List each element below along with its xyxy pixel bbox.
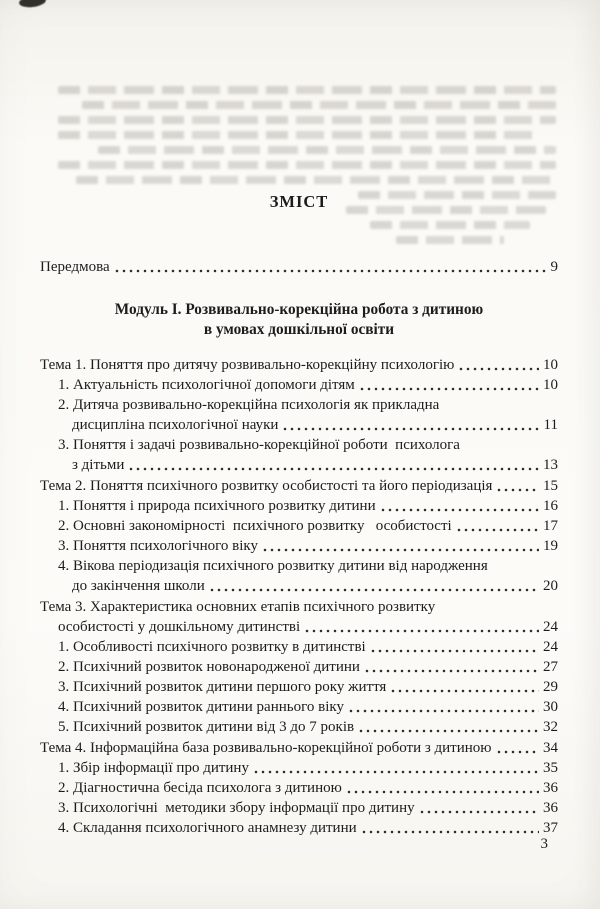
toc-subitem: [58, 758, 558, 778]
toc-subitem: [58, 536, 558, 556]
toc-subitem: [58, 516, 558, 536]
toc-subitem: [58, 657, 558, 677]
toc-entry-row: [58, 677, 558, 697]
dot-leader: [459, 366, 539, 372]
toc-page-number: 34: [543, 740, 558, 756]
page-content: [40, 0, 558, 838]
toc-page-number: 27: [543, 659, 558, 675]
toc-page-number: 35: [543, 760, 558, 776]
dot-leader: [420, 809, 539, 815]
dot-leader: [263, 547, 539, 553]
dot-leader: [457, 527, 539, 533]
toc-topic: [40, 476, 558, 496]
toc-subitem: [58, 395, 558, 435]
toc-entry-text: особистості у дошкільному дитинстві: [58, 619, 301, 635]
toc-topic: [40, 355, 558, 375]
toc-entry-row: [58, 818, 558, 838]
toc-page-number: 36: [543, 800, 558, 816]
toc-entry-row: [58, 617, 558, 637]
dot-leader: [362, 829, 539, 835]
toc-subitem: [58, 717, 558, 737]
toc-page-number: 30: [543, 699, 558, 715]
toc-page-number: 19: [543, 538, 558, 554]
dot-leader: [381, 507, 539, 513]
toc-entry-text: 3. Поняття і задачі розвивально-корекційної роботи психолога: [58, 437, 460, 453]
toc-entry-row: [58, 758, 558, 778]
dot-leader: [360, 386, 539, 392]
toc-page-number: 17: [543, 518, 558, 534]
toc-entry-row: [58, 798, 558, 818]
toc-entry-text: 3. Поняття психологічного віку: [58, 538, 258, 554]
toc-entry-row: [58, 778, 558, 798]
toc-entry-text: 1. Збір інформації про дитину: [58, 760, 249, 776]
toc-entry-row: [40, 738, 558, 758]
preface-page-number: 9: [550, 259, 558, 275]
page-number: 3: [540, 836, 548, 852]
toc-entry-text: Тема 4. Інформаційна база розвивально-корекційної роботи з дитиною: [40, 740, 492, 756]
toc-subitem: [58, 375, 558, 395]
dot-leader: [359, 728, 539, 734]
toc-entry-row: [72, 576, 558, 596]
dot-leader: [349, 708, 539, 714]
toc-page-number: 24: [543, 619, 558, 635]
toc-entry-text: 5. Психічний розвиток дитини від 3 до 7 років: [58, 719, 355, 735]
toc-entry-text: 1. Поняття і природа психічного розвитку дитини: [58, 498, 376, 514]
toc-page-number: 13: [543, 457, 558, 473]
dot-leader: [283, 426, 539, 432]
toc-subitem: [58, 798, 558, 818]
toc-page-number: 32: [543, 719, 558, 735]
toc-subitem: [58, 677, 558, 697]
toc-subitem: [58, 697, 558, 717]
dot-leader: [254, 769, 539, 775]
toc-entry-text: до закінчення школи: [72, 578, 205, 594]
toc-page-number: 15: [543, 478, 558, 494]
dot-leader: [115, 268, 547, 274]
toc-entry-text: 4. Складання психологічного анамнезу дитини: [58, 820, 357, 836]
toc-entry-row: [72, 415, 558, 435]
toc-entry-row: [58, 516, 558, 536]
toc-page-number: 11: [543, 417, 558, 433]
dot-leader: [129, 466, 539, 472]
toc-page-number: 16: [543, 498, 558, 514]
toc-page-number: 29: [543, 679, 558, 695]
toc-entry-text: 3. Психологічні методики збору інформації про дитину: [58, 800, 415, 816]
toc-page-number: 24: [543, 639, 558, 655]
toc-entry-text: 2. Основні закономірності психічного розвитку особистості: [58, 518, 452, 534]
preface-entry: [40, 257, 558, 277]
toc-entry-text: 3. Психічний розвиток дитини першого року життя: [58, 679, 387, 695]
toc-subitem: [58, 496, 558, 516]
toc-entry-text: Тема 1. Поняття про дитячу розвивально-корекційну психологію: [40, 357, 455, 373]
toc-entry-text: Тема 3. Характеристика основних етапів психічного розвитку: [40, 599, 436, 615]
toc-topic: [40, 597, 558, 637]
toc-page-number: 36: [543, 780, 558, 796]
toc-entry-text: 2. Дитяча розвивально-корекційна психологія як прикладна: [58, 397, 440, 413]
toc-entry-text: 1. Актуальність психологічної допомоги дітям: [58, 377, 355, 393]
toc-page-number: 10: [543, 377, 558, 393]
preface-label: Передмова: [40, 259, 110, 275]
toc-entry-row: [58, 496, 558, 516]
dot-leader: [210, 587, 539, 593]
toc-entry-row: [40, 476, 558, 496]
toc-subitem: [58, 818, 558, 838]
toc-page-number: 10: [543, 357, 558, 373]
toc-entry-row: [58, 536, 558, 556]
toc-entry-text: 1. Особливості психічного розвитку в дитинстві: [58, 639, 366, 655]
module-title-line1: Модуль І. Розвивально-корекційна робота з дитиною: [114, 301, 484, 318]
toc-entry-row: [58, 697, 558, 717]
toc-entry-row: [58, 637, 558, 657]
dot-leader: [391, 688, 539, 694]
toc-heading: ЗМІСТ: [269, 192, 329, 211]
toc-subitem: [58, 435, 558, 475]
toc-entry-row: [58, 375, 558, 395]
toc-entry-row: [58, 717, 558, 737]
toc-entry-text: дисципліна психологічної науки: [72, 417, 279, 433]
dot-leader: [365, 668, 539, 674]
toc-page-number: 37: [543, 820, 558, 836]
toc-entry-text: 4. Психічний розвиток дитини раннього віку: [58, 699, 344, 715]
toc-entry-text: 2. Психічний розвиток новонародженої дитини: [58, 659, 360, 675]
toc-page-number: 20: [543, 578, 558, 594]
dot-leader: [371, 648, 539, 654]
dot-leader: [305, 628, 539, 634]
toc-entry-row: [58, 657, 558, 677]
toc-list: [40, 355, 558, 838]
toc-entry-text: з дітьми: [72, 457, 125, 473]
toc-subitem: [58, 778, 558, 798]
toc-subitem: [58, 556, 558, 596]
dot-leader: [347, 789, 539, 795]
module-title-line2: в умовах дошкільної освіти: [203, 321, 395, 338]
toc-topic: [40, 738, 558, 758]
module-title: [40, 300, 558, 340]
toc-entry-row: [72, 455, 558, 475]
toc-subitem: [58, 637, 558, 657]
toc-entry-text: Тема 2. Поняття психічного розвитку особистості та його періодизація: [40, 478, 493, 494]
toc-entry-text: 4. Вікова періодизація психічного розвитку дитини від народження: [58, 558, 488, 574]
dot-leader: [497, 749, 539, 755]
toc-entry-row: [40, 355, 558, 375]
toc-entry-text: 2. Діагностична бесіда психолога з дитиною: [58, 780, 342, 796]
dot-leader: [497, 487, 539, 493]
